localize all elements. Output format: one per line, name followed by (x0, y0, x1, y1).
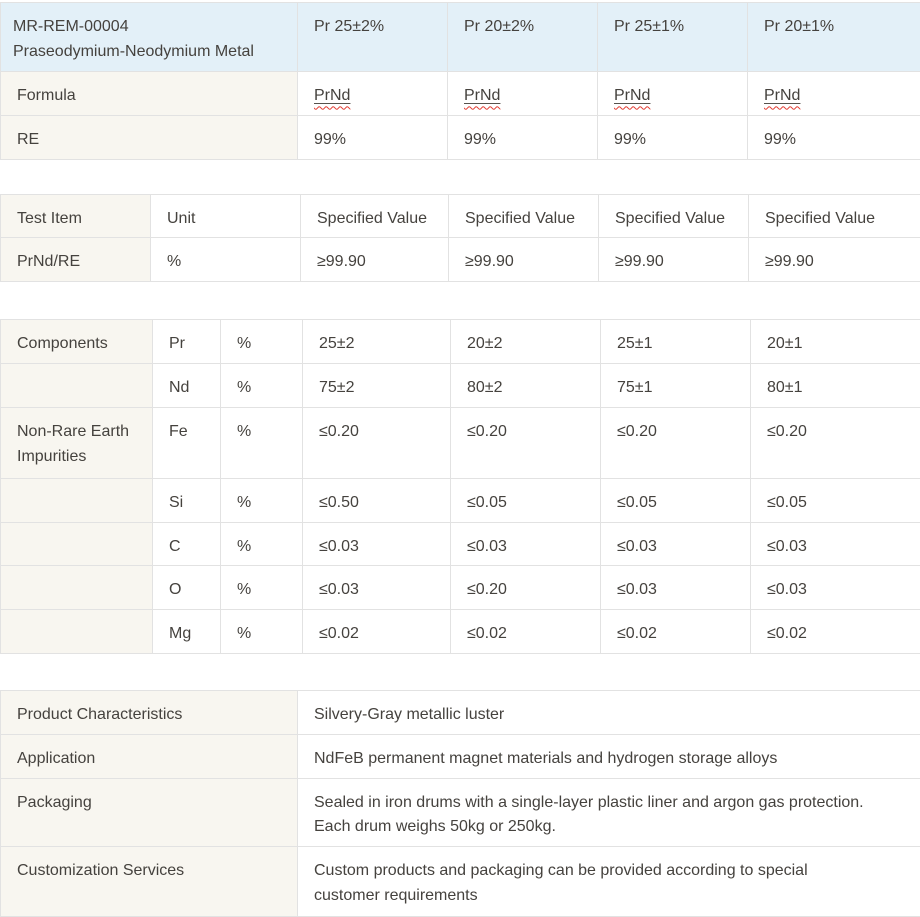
value-cell: 20±1 (751, 320, 920, 364)
product-info-table (0, 690, 920, 917)
value-cell: ≤0.20 (303, 407, 451, 478)
info-value-line: customer requirements (314, 884, 908, 909)
value-cell: 25±1 (601, 320, 751, 364)
product-code-title (1, 3, 298, 72)
re-row-label: RE (1, 115, 298, 159)
value-cell: 80±1 (751, 363, 920, 407)
value-cell: 75±2 (303, 363, 451, 407)
value-cell: 20±2 (451, 320, 601, 364)
test-item-label: PrNd/RE (1, 238, 151, 282)
product-header-table (0, 2, 920, 160)
formula-text: PrNd (614, 87, 650, 104)
formula-value-cell (598, 71, 748, 115)
specified-value-header: Specified Value (599, 194, 749, 238)
test-item-header: Test Item (1, 194, 151, 238)
element-cell: Nd (153, 363, 221, 407)
info-row-value (298, 778, 920, 847)
specified-value-header: Specified Value (449, 194, 599, 238)
element-cell: C (153, 522, 221, 566)
value-cell: ≤0.03 (303, 522, 451, 566)
formula-value-cell (748, 71, 920, 115)
value-cell: ≤0.20 (751, 407, 920, 478)
group-label-empty (1, 610, 153, 654)
unit-cell: % (221, 320, 303, 364)
value-cell: ≤0.05 (451, 478, 601, 522)
value-cell: ≤0.20 (451, 566, 601, 610)
unit-cell: % (151, 238, 301, 282)
specified-value-cell: ≥99.90 (599, 238, 749, 282)
value-cell: ≤0.03 (451, 522, 601, 566)
formula-row-label: Formula (1, 71, 298, 115)
unit-cell: % (221, 610, 303, 654)
group-label-empty (1, 478, 153, 522)
re-value-cell: 99% (598, 115, 748, 159)
element-cell: Mg (153, 610, 221, 654)
formula-value-cell (448, 71, 598, 115)
group-label-impurities: Non-Rare Earth Impurities (1, 407, 153, 478)
element-cell: Pr (153, 320, 221, 364)
info-value-line: NdFeB permanent magnet materials and hydrogen storage alloys (314, 747, 908, 772)
value-cell: ≤0.03 (601, 522, 751, 566)
unit-cell: % (221, 363, 303, 407)
value-cell: ≤0.05 (751, 478, 920, 522)
test-item-table (0, 194, 920, 283)
unit-cell: % (221, 566, 303, 610)
element-cell: O (153, 566, 221, 610)
grade-column-header: Pr 25±2% (298, 3, 448, 72)
value-cell: 25±2 (303, 320, 451, 364)
re-value-cell: 99% (748, 115, 920, 159)
components-impurities-table (0, 319, 920, 654)
info-row-label: Packaging (1, 778, 298, 847)
group-label-empty (1, 363, 153, 407)
group-label-components: Components (1, 320, 153, 364)
value-cell: ≤0.05 (601, 478, 751, 522)
re-value-cell: 99% (448, 115, 598, 159)
unit-cell: % (221, 522, 303, 566)
value-cell: ≤0.03 (751, 522, 920, 566)
value-cell: ≤0.02 (601, 610, 751, 654)
specified-value-header: Specified Value (301, 194, 449, 238)
unit-header: Unit (151, 194, 301, 238)
value-cell: ≤0.03 (303, 566, 451, 610)
product-code: MR-REM-00004 (13, 15, 285, 40)
formula-editable-text[interactable] (764, 87, 800, 104)
element-cell: Fe (153, 407, 221, 478)
value-cell: ≤0.03 (751, 566, 920, 610)
unit-cell: % (221, 478, 303, 522)
formula-text: PrNd (314, 87, 350, 104)
info-row-label: Application (1, 734, 298, 778)
grade-column-header: Pr 20±2% (448, 3, 598, 72)
value-cell: ≤0.20 (451, 407, 601, 478)
info-row-value (298, 847, 920, 917)
info-value-line: Silvery-Gray metallic luster (314, 703, 908, 728)
re-value-cell: 99% (298, 115, 448, 159)
specified-value-cell: ≥99.90 (749, 238, 920, 282)
formula-editable-text[interactable] (614, 87, 650, 104)
value-cell: ≤0.50 (303, 478, 451, 522)
info-row-label: Customization Services (1, 847, 298, 917)
value-cell: ≤0.02 (303, 610, 451, 654)
unit-cell: % (221, 407, 303, 478)
info-value-line: Each drum weighs 50kg or 250kg. (314, 815, 908, 840)
grade-column-header: Pr 20±1% (748, 3, 920, 72)
grade-column-header: Pr 25±1% (598, 3, 748, 72)
group-label-empty (1, 566, 153, 610)
product-name: Praseodymium-Neodymium Metal (13, 40, 285, 65)
value-cell: 80±2 (451, 363, 601, 407)
info-row-value (298, 734, 920, 778)
specified-value-cell: ≥99.90 (449, 238, 599, 282)
formula-value-cell (298, 71, 448, 115)
element-cell: Si (153, 478, 221, 522)
formula-text: PrNd (764, 87, 800, 104)
value-cell: 75±1 (601, 363, 751, 407)
specified-value-cell: ≥99.90 (301, 238, 449, 282)
formula-editable-text[interactable] (464, 87, 500, 104)
value-cell: ≤0.02 (451, 610, 601, 654)
info-value-line: Sealed in iron drums with a single-layer plastic liner and argon gas protection. (314, 791, 908, 816)
info-row-value (298, 690, 920, 734)
info-value-line: Custom products and packaging can be provided according to special (314, 859, 908, 884)
info-row-label: Product Characteristics (1, 690, 298, 734)
group-label-empty (1, 522, 153, 566)
formula-text: PrNd (464, 87, 500, 104)
value-cell: ≤0.03 (601, 566, 751, 610)
value-cell: ≤0.20 (601, 407, 751, 478)
formula-editable-text[interactable] (314, 87, 350, 104)
specified-value-header: Specified Value (749, 194, 920, 238)
value-cell: ≤0.02 (751, 610, 920, 654)
